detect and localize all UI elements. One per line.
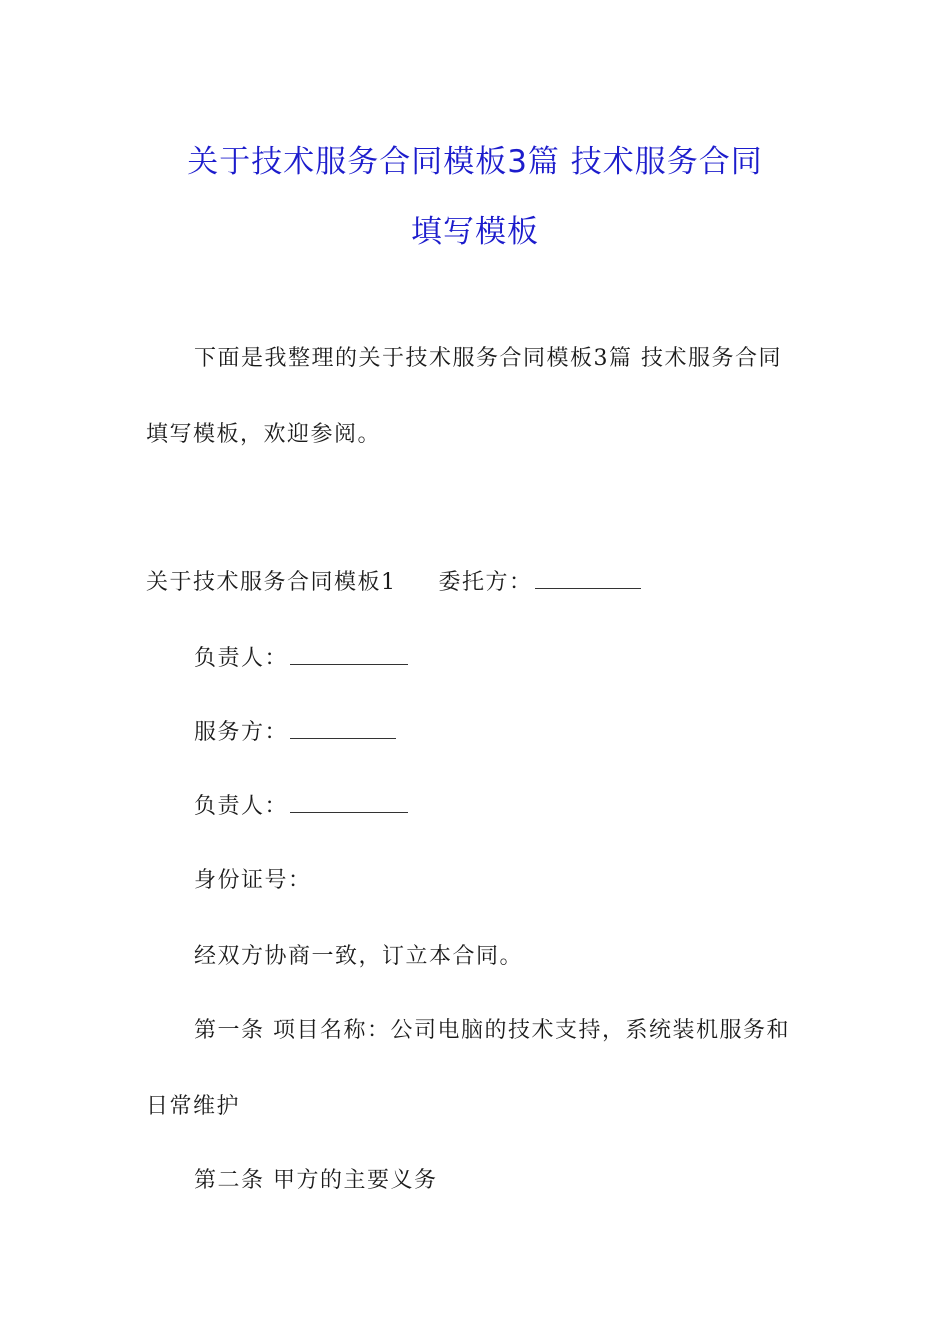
client-label: 委托方： [438,570,533,595]
intro-line-2: 填写模板，欢迎参阅。 [146,422,382,447]
contract-heading: 关于技术服务合同模板1 [146,570,397,595]
document-title-line-2: 填写模板 [411,214,539,250]
provider-owner-row [194,792,408,822]
provider-owner-label: 负责人： [194,794,289,819]
agreement-text: 经双方协商一致，订立本合同。 [194,944,524,969]
intro-line-1: 下面是我整理的关于技术服务合同模板3篇 技术服务合同 [194,346,782,371]
id-number-row [194,866,312,896]
article-1-line-1: 第一条 项目名称：公司电脑的技术支持，系统装机服务和 [194,1018,790,1043]
client-owner-blank [290,644,408,665]
provider-owner-blank [290,792,408,813]
provider-label: 服务方： [194,720,289,745]
client-blank [535,568,641,589]
id-number-label: 身份证号： [194,868,312,893]
provider-row [194,718,396,748]
article-2-heading: 第二条 甲方的主要义务 [194,1168,438,1193]
client-owner-row [194,644,408,674]
document-title-line-1: 关于技术服务合同模板3篇 技术服务合同 [187,144,763,180]
article-1-line-2: 日常维护 [146,1094,241,1119]
contract-heading-row [146,568,641,598]
client-owner-label: 负责人： [194,646,289,671]
provider-blank [290,718,396,739]
